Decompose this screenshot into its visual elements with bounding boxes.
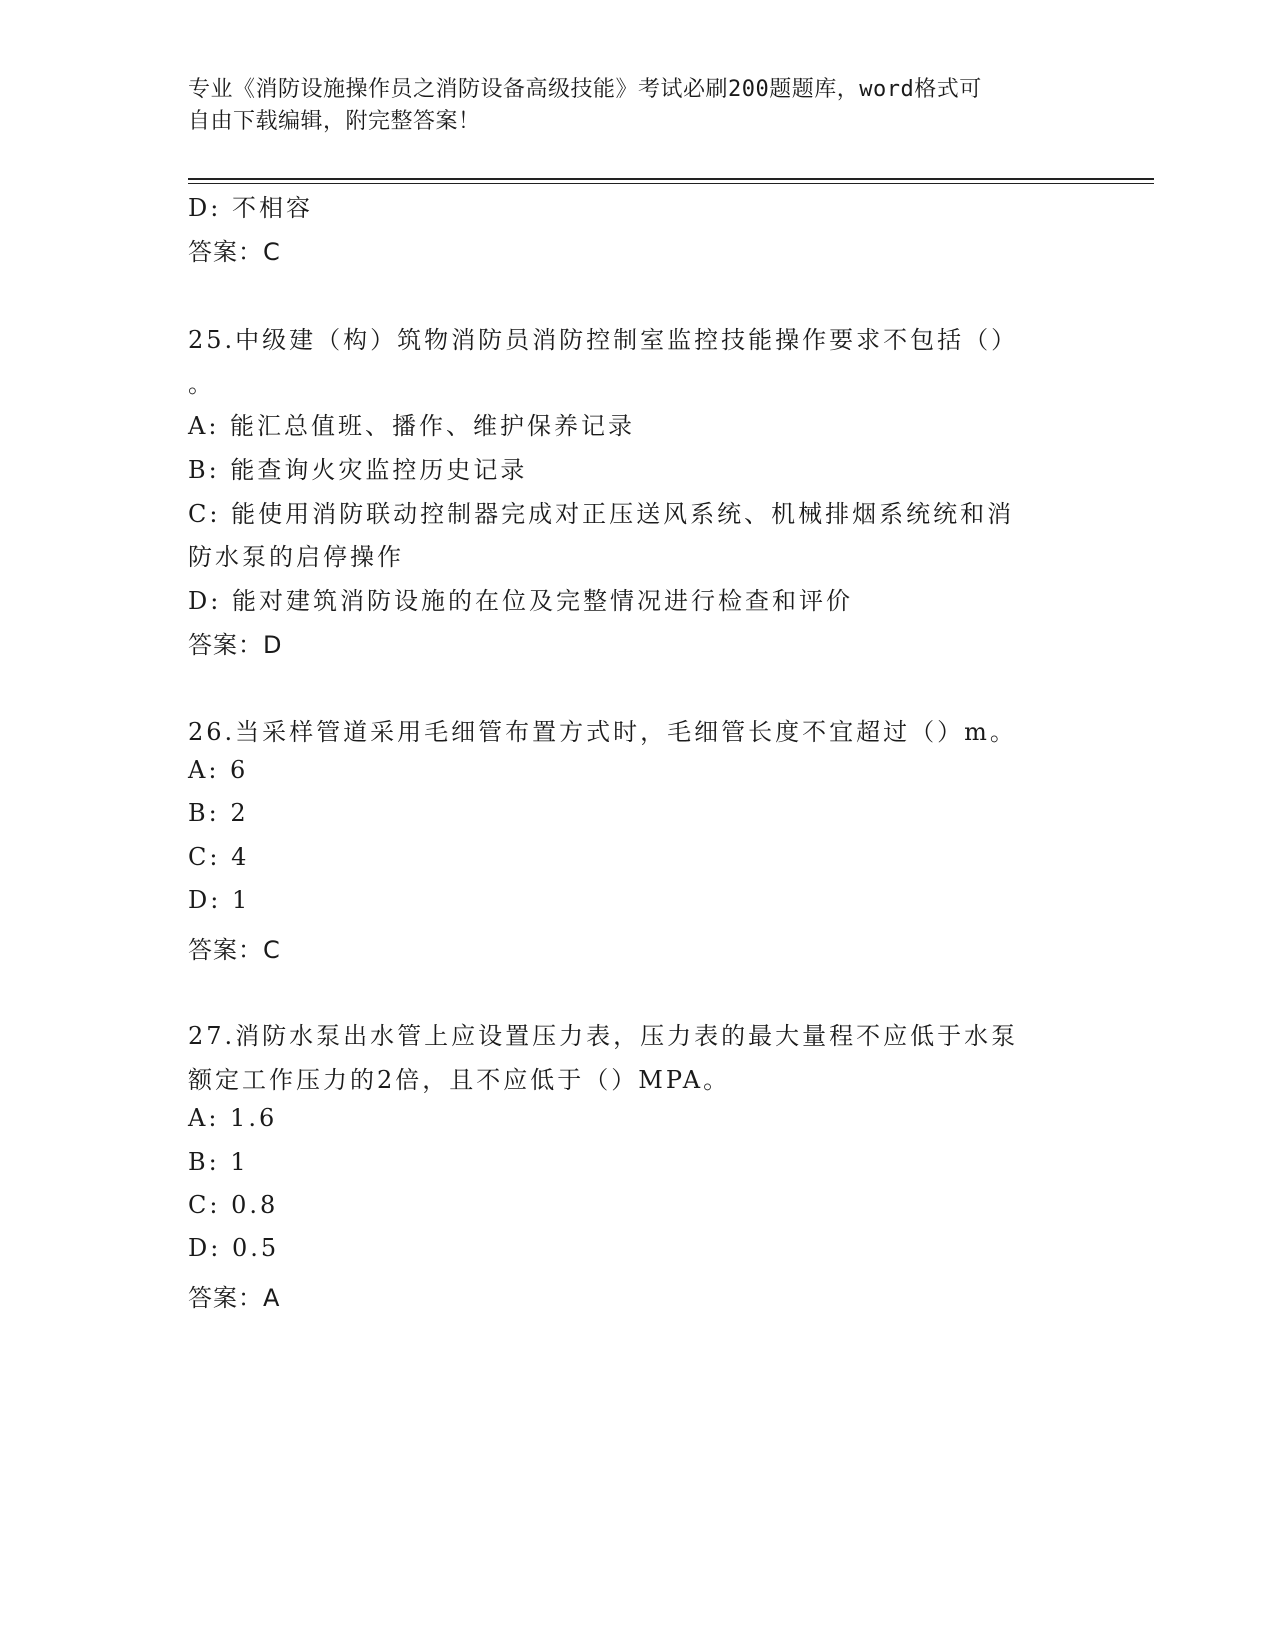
q26-answer: 答案：C [188,936,281,964]
q25-option-c-line-1: C: 能使用消防联动控制器完成对正压送风系统、机械排烟系统统和消 [188,500,1015,528]
q25-option-c-line-2: 防水泵的启停操作 [188,543,404,571]
header-rule-thick [188,178,1154,180]
q27-stem-line-1: 27.消防水泵出水管上应设置压力表，压力表的最大量程不应低于水泵 [188,1022,1019,1050]
q27-option-d: D: 0.5 [188,1234,280,1262]
prev-answer: 答案：C [188,238,281,266]
q25-option-a: A: 能汇总值班、播作、维护保养记录 [188,412,636,440]
q25-stem-line-2: 。 [188,370,215,398]
q27-option-b: B: 1 [188,1148,249,1176]
q27-answer: 答案：A [188,1284,281,1312]
header-line-2: 自由下载编辑，附完整答案！ [188,109,481,134]
q27-stem-line-2: 额定工作压力的2倍，且不应低于（）MPA。 [188,1066,731,1094]
q27-option-c: C: 0.8 [188,1191,279,1219]
q25-option-b: B: 能查询火灾监控历史记录 [188,456,528,484]
q27-option-a: A: 1.6 [188,1104,278,1132]
q26-stem: 26.当采样管道采用毛细管布置方式时，毛细管长度不宜超过（）m。 [188,718,1017,746]
q25-option-d: D: 能对建筑消防设施的在位及完整情况进行检查和评价 [188,587,853,615]
q26-option-a: A: 6 [188,756,249,784]
q25-stem-line-1: 25.中级建（构）筑物消防员消防控制室监控技能操作要求不包括（） [188,326,1019,354]
prev-option-d: D: 不相容 [188,194,313,222]
header-line-1: 专业《消防设施操作员之消防设备高级技能》考试必刷200题题库，word格式可 [188,77,982,102]
document-header [188,74,1068,138]
q26-option-b: B: 2 [188,799,249,827]
q25-answer: 答案：D [188,631,283,659]
q26-option-c: C: 4 [188,843,250,871]
header-rule-thin [188,183,1154,184]
q26-option-d: D: 1 [188,886,251,914]
